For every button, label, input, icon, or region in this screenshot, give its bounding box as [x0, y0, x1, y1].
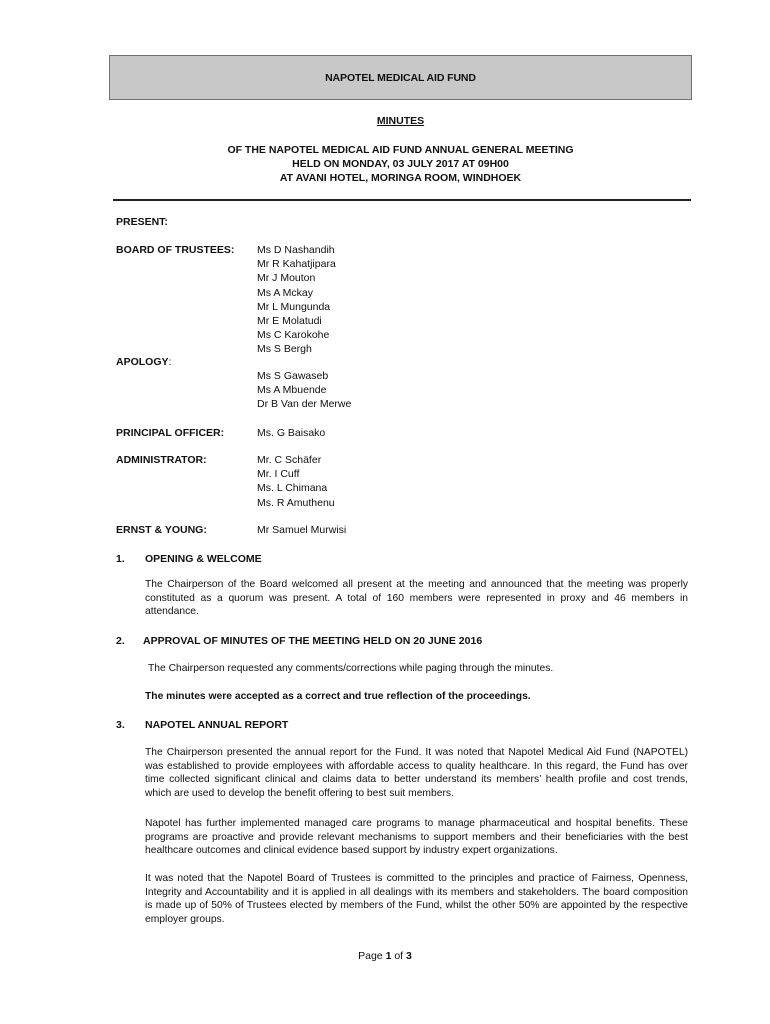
principal-officer-name: Ms. G Baisako — [257, 427, 326, 439]
administrator-member: Mr. I Cuff — [257, 468, 300, 481]
divider-line — [113, 199, 691, 201]
ernst-young-label: ERNST & YOUNG: — [116, 524, 207, 536]
meeting-title — [109, 143, 692, 185]
administrator-member: Ms. R Amuthenu — [257, 496, 335, 509]
page-word: Page — [358, 950, 386, 962]
fund-name-header — [109, 55, 692, 100]
section-3-paragraph-2: Napotel has further implemented managed care programs to manage pharmaceutical and hospital benefits. These programs are proactive and provide relevant mechanisms to support members and their beneficiaries with the best healthcare outcomes and clinical evidence based support by industry expert organizations. — [145, 818, 688, 857]
apology-member: Dr B Van der Merwe — [257, 398, 352, 411]
board-label: BOARD OF TRUSTEES: — [116, 244, 235, 256]
board-list — [257, 243, 336, 357]
apology-label — [116, 355, 171, 369]
page-footer — [0, 950, 770, 962]
apology-list — [257, 369, 351, 412]
board-member: Mr J Mouton — [257, 272, 316, 285]
board-member: Mr L Mungunda — [257, 300, 331, 313]
apology-member: Ms A Mbuende — [257, 384, 327, 397]
administrator-member: Mr. C Schäfer — [257, 454, 322, 466]
meeting-title-line-3: AT AVANI HOTEL, MORINGA ROOM, WINDHOEK — [279, 172, 522, 184]
administrator-label: ADMINISTRATOR: — [116, 454, 207, 466]
fund-name: NAPOTEL MEDICAL AID FUND — [325, 71, 476, 84]
minutes-heading: MINUTES — [376, 115, 425, 127]
board-member: Ms A Mckay — [257, 286, 314, 299]
section-2-paragraph: The Chairperson requested any comments/corrections while paging through the minutes. — [148, 663, 554, 674]
ernst-young-name: Mr Samuel Murwisi — [257, 524, 347, 536]
section-2-resolution: The minutes were accepted as a correct and true reflection of the proceedings. — [145, 691, 531, 702]
meeting-title-line-1: OF THE NAPOTEL MEDICAL AID FUND ANNUAL GENERAL MEETING — [227, 144, 574, 156]
section-3-heading: NAPOTEL ANNUAL REPORT — [145, 719, 289, 731]
section-3-paragraph-1: The Chairperson presented the annual report for the Fund. It was noted that Napotel Medical Aid Fund (NAPOTEL) was established to provide employees with affordable access to quality healthcare. In this regard, the Fund has over time collected significant clinical and claims data to better understand its members’ health profile and cost trends, which are used to develop the benefit offering to best suit members. — [145, 747, 688, 799]
section-1-number: 1. — [116, 553, 125, 565]
present-label: PRESENT: — [116, 216, 168, 228]
administrator-member: Ms. L Chimana — [257, 482, 328, 495]
meeting-title-line-2: HELD ON MONDAY, 03 JULY 2017 AT 09H00 — [292, 158, 509, 170]
principal-officer-label: PRINCIPAL OFFICER: — [116, 427, 225, 439]
board-member: Ms C Karokohe — [257, 329, 330, 342]
section-2-number: 2. — [116, 635, 125, 647]
administrator-list — [257, 453, 335, 510]
section-1-heading: OPENING & WELCOME — [145, 553, 262, 565]
section-3-number: 3. — [116, 719, 125, 731]
of-word: of — [391, 950, 407, 962]
page-total: 3 — [406, 950, 412, 962]
apology-label-text: APOLOGY — [116, 356, 169, 368]
board-member: Mr R Kahatjipara — [257, 258, 336, 271]
apology-colon: : — [168, 356, 172, 368]
section-1-paragraph: The Chairperson of the Board welcomed all present at the meeting and announced that the meeting was properly constituted as a quorum was present. A total of 160 members were represented in proxy and 46 members in attendance. — [145, 579, 688, 618]
board-member: Mr E Molatudi — [257, 315, 322, 328]
board-member: Ms S Bergh — [257, 343, 312, 356]
board-member: Ms D Nashandih — [257, 244, 335, 256]
section-2-heading: APPROVAL OF MINUTES OF THE MEETING HELD ON 20 JUNE 2016 — [143, 635, 483, 647]
section-3-paragraph-3: It was noted that the Napotel Board of Trustees is committed to the principles and practice of Fairness, Openness, Integrity and Accountability and it is applied in all dealings with its members and stakeholders. The board composition is made up of 50% of Trustees elected by members of the Fund, whilst the other 50% are appointed by the respective employer groups. — [145, 873, 688, 925]
apology-member: Ms S Gawaseb — [257, 370, 329, 382]
page-number: 1 — [385, 950, 392, 962]
